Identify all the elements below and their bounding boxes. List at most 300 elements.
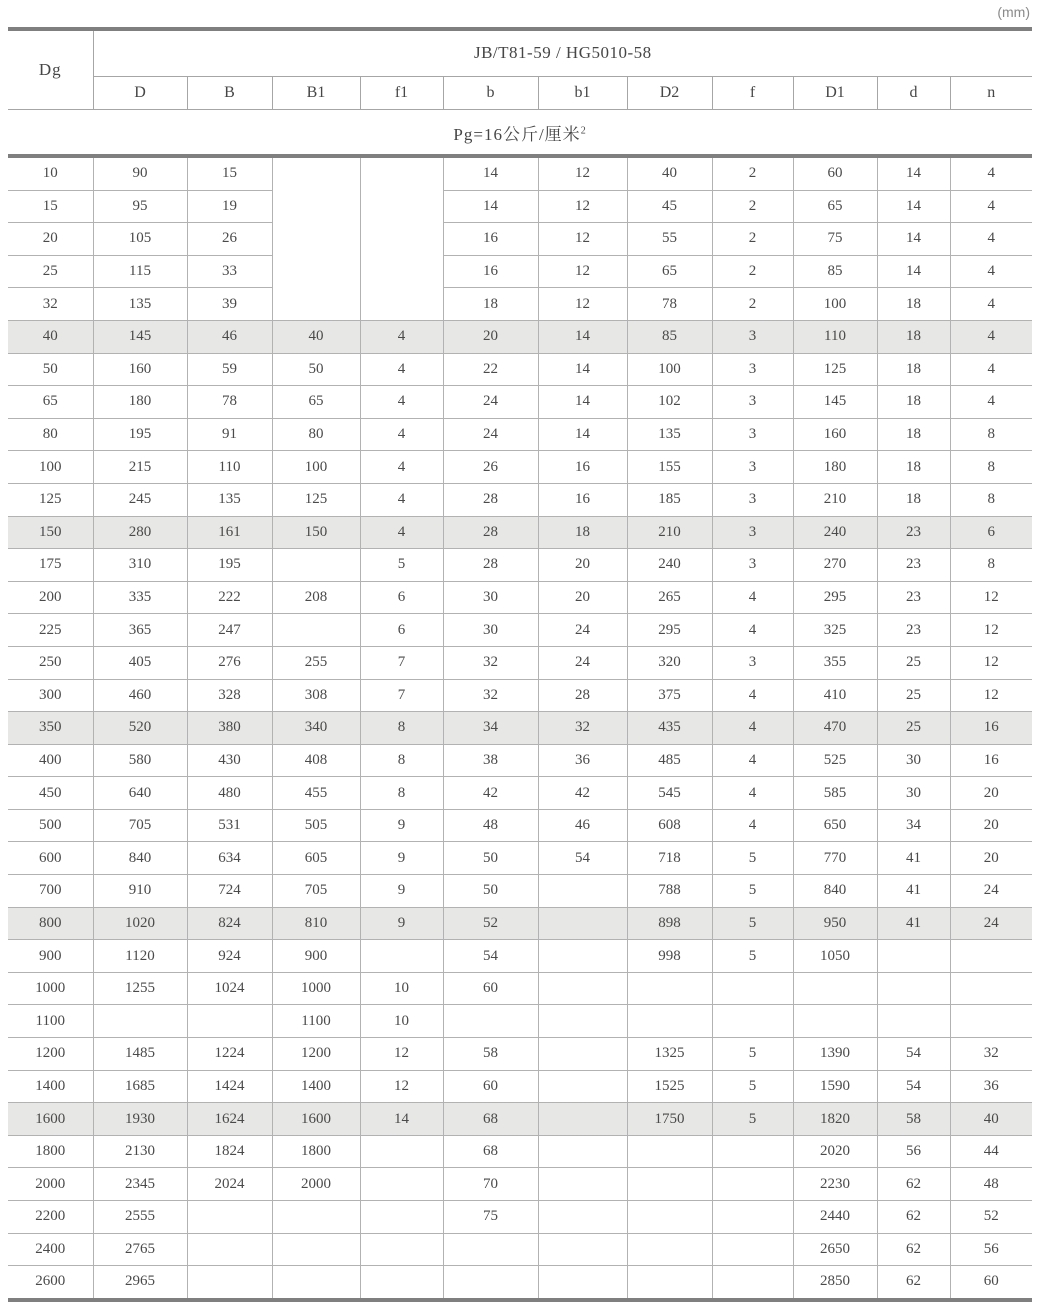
cell-d2: 265 (627, 581, 712, 614)
cell-b: 50 (443, 842, 538, 875)
cell-n: 4 (950, 386, 1032, 419)
cell-b: 380 (187, 712, 272, 745)
cell-d: 840 (93, 842, 187, 875)
cell-f: 3 (712, 353, 793, 386)
cell-b1 (538, 1005, 627, 1038)
cell-b: 68 (443, 1135, 538, 1168)
cell-b1: 65 (272, 386, 360, 419)
cell-f (712, 1168, 793, 1201)
table-row (8, 940, 1032, 973)
cell-n: 4 (950, 190, 1032, 223)
cell-f1: 4 (360, 353, 443, 386)
cell-b: 59 (187, 353, 272, 386)
cell-b: 26 (187, 223, 272, 256)
table-row (8, 1201, 1032, 1234)
cell-n: 16 (950, 744, 1032, 777)
cell-d1 (793, 972, 877, 1005)
cell-d: 58 (877, 1103, 950, 1136)
cell-d: 1485 (93, 1038, 187, 1071)
cell-f1: 4 (360, 386, 443, 419)
cell-f1: 8 (360, 777, 443, 810)
cell-f (712, 1266, 793, 1300)
cell-d1: 100 (793, 288, 877, 321)
cell-d2 (627, 1201, 712, 1234)
cell-f1: 9 (360, 875, 443, 908)
cell-dg: 150 (8, 516, 93, 549)
cell-f1 (360, 1135, 443, 1168)
cell-d1: 210 (793, 483, 877, 516)
cell-b1 (538, 940, 627, 973)
cell-b1 (538, 1168, 627, 1201)
cell-n: 52 (950, 1201, 1032, 1234)
cell-f: 3 (712, 646, 793, 679)
column-header-b: B (187, 76, 272, 109)
pressure-class-text: Pg=16公斤/厘米 (453, 124, 581, 144)
cell-b1: 1400 (272, 1070, 360, 1103)
column-header-f: f (712, 76, 793, 109)
cell-d2: 320 (627, 646, 712, 679)
table-row (8, 875, 1032, 908)
cell-d1: 295 (793, 581, 877, 614)
cell-d: 460 (93, 679, 187, 712)
cell-d: 160 (93, 353, 187, 386)
cell-f1: 8 (360, 744, 443, 777)
cell-b: 19 (187, 190, 272, 223)
cell-b1: 14 (538, 418, 627, 451)
cell-d1: 1390 (793, 1038, 877, 1071)
cell-d: 25 (877, 712, 950, 745)
cell-d1: 2650 (793, 1233, 877, 1266)
cell-d: 105 (93, 223, 187, 256)
cell-d: 54 (877, 1038, 950, 1071)
cell-d: 2345 (93, 1168, 187, 1201)
cell-d: 14 (877, 190, 950, 223)
cell-b1: 12 (538, 255, 627, 288)
cell-n: 8 (950, 483, 1032, 516)
cell-d: 2555 (93, 1201, 187, 1234)
cell-n: 6 (950, 516, 1032, 549)
cell-b1: 24 (538, 646, 627, 679)
table-row (8, 1005, 1032, 1038)
cell-f: 3 (712, 549, 793, 582)
cell-n: 8 (950, 418, 1032, 451)
cell-d1: 770 (793, 842, 877, 875)
cell-b: 28 (443, 483, 538, 516)
cell-b (443, 1233, 538, 1266)
cell-d1: 1820 (793, 1103, 877, 1136)
table-row (8, 614, 1032, 647)
table-row (8, 156, 1032, 190)
cell-d: 41 (877, 842, 950, 875)
cell-b: 50 (443, 875, 538, 908)
cell-d1: 145 (793, 386, 877, 419)
cell-b: 32 (443, 679, 538, 712)
cell-dg: 65 (8, 386, 93, 419)
cell-f: 4 (712, 809, 793, 842)
cell-b1 (538, 907, 627, 940)
cell-d2: 65 (627, 255, 712, 288)
cell-d (877, 972, 950, 1005)
cell-d: 56 (877, 1135, 950, 1168)
cell-f: 5 (712, 907, 793, 940)
cell-b1: 54 (538, 842, 627, 875)
cell-b: 42 (443, 777, 538, 810)
cell-b1: 16 (538, 451, 627, 484)
cell-b1: 1200 (272, 1038, 360, 1071)
cell-dg: 2400 (8, 1233, 93, 1266)
cell-d2: 545 (627, 777, 712, 810)
cell-dg: 450 (8, 777, 93, 810)
cell-f: 4 (712, 614, 793, 647)
cell-dg: 2600 (35, 1273, 66, 1290)
cell-d: 1930 (93, 1103, 187, 1136)
table-row (8, 190, 1032, 223)
cell-f1 (360, 1233, 443, 1266)
cell-d2: 55 (627, 223, 712, 256)
cell-b1: 1000 (272, 972, 360, 1005)
cell-b1: 16 (538, 483, 627, 516)
cell-f (712, 1201, 793, 1234)
cell-d2 (627, 1005, 712, 1038)
table-body (8, 156, 1032, 1300)
cell-f1: 4 (360, 451, 443, 484)
cell-d: 14 (877, 223, 950, 256)
cell-b: 531 (187, 809, 272, 842)
column-header-f1: f1 (360, 76, 443, 109)
cell-dg: 1200 (8, 1038, 93, 1071)
cell-b1: 125 (272, 483, 360, 516)
table-row (8, 809, 1032, 842)
cell-b (187, 1005, 272, 1038)
cell-b: 91 (187, 418, 272, 451)
cell-b1: 208 (272, 581, 360, 614)
cell-f (712, 1005, 793, 1038)
cell-b1 (538, 1233, 627, 1266)
cell-b: 28 (443, 549, 538, 582)
cell-dg: 32 (8, 288, 93, 321)
cell-d1: 65 (793, 190, 877, 223)
cell-f1: 6 (360, 614, 443, 647)
cell-b: 824 (187, 907, 272, 940)
cell-d: 2965 (93, 1266, 187, 1300)
cell-b1 (272, 549, 360, 582)
cell-f: 4 (712, 679, 793, 712)
cell-b1 (272, 1233, 360, 1266)
cell-b: 30 (443, 614, 538, 647)
cell-dg: 300 (8, 679, 93, 712)
cell-d2 (627, 972, 712, 1005)
cell-b1: 20 (538, 581, 627, 614)
cell-b: 1224 (187, 1038, 272, 1071)
cell-b1: 12 (538, 190, 627, 223)
cell-b1: 1600 (272, 1103, 360, 1136)
cell-dg: 225 (8, 614, 93, 647)
cell-b: 161 (187, 516, 272, 549)
cell-dg: 400 (8, 744, 93, 777)
cell-f1: 4 (360, 483, 443, 516)
cell-b1 (272, 1201, 360, 1234)
cell-b: 1424 (187, 1070, 272, 1103)
cell-b: 60 (443, 1070, 538, 1103)
cell-n: 8 (950, 451, 1032, 484)
cell-d2: 45 (627, 190, 712, 223)
cell-d: 245 (93, 483, 187, 516)
cell-n: 20 (950, 777, 1032, 810)
cell-d1: 110 (793, 320, 877, 353)
cell-dg: 900 (8, 940, 93, 973)
table-row (8, 842, 1032, 875)
cell-d: 115 (93, 255, 187, 288)
cell-b: 68 (443, 1103, 538, 1136)
cell-b: 634 (187, 842, 272, 875)
cell-n: 40 (950, 1103, 1032, 1136)
cell-d2: 608 (627, 809, 712, 842)
cell-b1: 900 (272, 940, 360, 973)
table-row (8, 972, 1032, 1005)
cell-d1: 125 (793, 353, 877, 386)
cell-b1 (538, 875, 627, 908)
cell-n (950, 1005, 1032, 1038)
cell-d1: 2440 (793, 1201, 877, 1234)
cell-n: 16 (950, 712, 1032, 745)
cell-d1: 240 (793, 516, 877, 549)
cell-d: 62 (877, 1233, 950, 1266)
cell-d1: 180 (793, 451, 877, 484)
cell-f1: 9 (360, 907, 443, 940)
cell-n: 44 (950, 1135, 1032, 1168)
cell-f (712, 1135, 793, 1168)
cell-dg: 50 (8, 353, 93, 386)
column-header-d: D (93, 76, 187, 109)
cell-d: 18 (877, 320, 950, 353)
cell-f1 (360, 1168, 443, 1201)
cell-b: 1824 (187, 1135, 272, 1168)
cell-d1: 355 (793, 646, 877, 679)
cell-b1: 20 (538, 549, 627, 582)
cell-d2: 102 (627, 386, 712, 419)
cell-b: 24 (443, 386, 538, 419)
cell-d: 30 (877, 744, 950, 777)
cell-b: 20 (443, 320, 538, 353)
cell-n: 4 (950, 156, 1032, 190)
cell-b1: 100 (272, 451, 360, 484)
table-row (8, 451, 1032, 484)
cell-d: 18 (877, 483, 950, 516)
cell-b: 328 (187, 679, 272, 712)
cell-d: 2765 (93, 1233, 187, 1266)
cell-b: 46 (187, 320, 272, 353)
cell-n: 4 (950, 255, 1032, 288)
cell-f: 2 (712, 223, 793, 256)
cell-n: 20 (950, 842, 1032, 875)
cell-d: 41 (877, 907, 950, 940)
pressure-class-superscript: 2 (580, 124, 587, 136)
cell-b: 54 (443, 940, 538, 973)
cell-d: 580 (93, 744, 187, 777)
cell-f: 3 (712, 516, 793, 549)
cell-b: 60 (443, 972, 538, 1005)
standard-header: JB/T81-59 / HG5010-58 (93, 29, 1032, 76)
cell-b1: 150 (272, 516, 360, 549)
cell-b1: 42 (538, 777, 627, 810)
cell-b: 70 (443, 1168, 538, 1201)
cell-f1 (360, 1201, 443, 1234)
cell-f1: 8 (360, 712, 443, 745)
cell-b: 1624 (187, 1103, 272, 1136)
cell-d: 640 (93, 777, 187, 810)
cell-b1 (538, 1135, 627, 1168)
cell-b1 (538, 1103, 627, 1136)
cell-n: 60 (950, 1266, 1032, 1300)
cell-d: 14 (877, 255, 950, 288)
cell-dg: 1800 (8, 1135, 93, 1168)
cell-d: 30 (877, 777, 950, 810)
cell-f1: 7 (360, 679, 443, 712)
cell-b1 (538, 1266, 627, 1300)
cell-b: 30 (443, 581, 538, 614)
cell-d: 365 (93, 614, 187, 647)
cell-dg: 20 (8, 223, 93, 256)
cell-dg: 1600 (8, 1103, 93, 1136)
table-row (8, 549, 1032, 582)
cell-d1: 950 (793, 907, 877, 940)
cell-d: 180 (93, 386, 187, 419)
cell-b: 14 (443, 190, 538, 223)
cell-d2 (627, 1233, 712, 1266)
cell-d: 62 (877, 1266, 950, 1300)
cell-f1: 12 (360, 1038, 443, 1071)
column-header-row (8, 76, 1032, 109)
cell-f1: 5 (360, 549, 443, 582)
cell-d: 23 (877, 516, 950, 549)
cell-b1: 408 (272, 744, 360, 777)
cell-b: 480 (187, 777, 272, 810)
cell-n: 4 (950, 320, 1032, 353)
cell-d: 1255 (93, 972, 187, 1005)
cell-b1: 255 (272, 646, 360, 679)
cell-f: 2 (712, 190, 793, 223)
cell-dg: 700 (8, 875, 93, 908)
cell-b1: 14 (538, 320, 627, 353)
cell-f1: 7 (360, 646, 443, 679)
cell-f1: 10 (360, 972, 443, 1005)
cell-f1: 6 (360, 581, 443, 614)
cell-d2 (627, 1135, 712, 1168)
table-row (8, 1233, 1032, 1266)
cell-n: 20 (950, 809, 1032, 842)
cell-f: 5 (712, 940, 793, 973)
cell-d2: 1325 (627, 1038, 712, 1071)
cell-dg: 2200 (8, 1201, 93, 1234)
table-row (8, 744, 1032, 777)
flange-dimension-table (8, 27, 1032, 1302)
cell-dg: 800 (8, 907, 93, 940)
cell-d2: 135 (627, 418, 712, 451)
cell-b: 16 (443, 255, 538, 288)
table-row (8, 320, 1032, 353)
cell-d1: 1590 (793, 1070, 877, 1103)
cell-b1: 2000 (272, 1168, 360, 1201)
cell-b: 28 (443, 516, 538, 549)
cell-f: 5 (712, 1070, 793, 1103)
cell-f: 4 (712, 777, 793, 810)
cell-b: 22 (443, 353, 538, 386)
cell-f: 3 (712, 418, 793, 451)
cell-dg: 2000 (8, 1168, 93, 1201)
cell-d2: 210 (627, 516, 712, 549)
cell-d2: 40 (627, 156, 712, 190)
cell-d: 1020 (93, 907, 187, 940)
table-row (8, 1038, 1032, 1071)
cell-f1: 9 (360, 809, 443, 842)
cell-n (950, 940, 1032, 973)
cell-b: 1024 (187, 972, 272, 1005)
cell-d1: 85 (793, 255, 877, 288)
cell-dg: 80 (8, 418, 93, 451)
column-header-d2: D2 (627, 76, 712, 109)
cell-dg: 250 (8, 646, 93, 679)
cell-d (877, 940, 950, 973)
cell-d2: 435 (627, 712, 712, 745)
cell-f: 4 (712, 712, 793, 745)
cell-b: 18 (443, 288, 538, 321)
cell-d2: 998 (627, 940, 712, 973)
cell-dg: 350 (8, 712, 93, 745)
cell-dg: 500 (8, 809, 93, 842)
cell-b: 52 (443, 907, 538, 940)
cell-b: 32 (443, 646, 538, 679)
table-row (8, 646, 1032, 679)
column-header-dg: Dg (8, 29, 93, 110)
table-row (8, 418, 1032, 451)
cell-dg: 600 (8, 842, 93, 875)
cell-n: 36 (950, 1070, 1032, 1103)
cell-n: 12 (950, 614, 1032, 647)
cell-b1: 455 (272, 777, 360, 810)
column-header-b: b (443, 76, 538, 109)
cell-d2: 78 (627, 288, 712, 321)
cell-b (187, 1233, 272, 1266)
cell-d1: 2850 (793, 1266, 877, 1300)
cell-d1: 585 (793, 777, 877, 810)
cell-f: 5 (712, 842, 793, 875)
cell-d1: 2230 (793, 1168, 877, 1201)
cell-f1 (360, 1266, 443, 1300)
cell-d2: 1750 (627, 1103, 712, 1136)
cell-dg: 200 (8, 581, 93, 614)
cell-d1: 840 (793, 875, 877, 908)
cell-d2: 485 (627, 744, 712, 777)
cell-f: 5 (712, 1103, 793, 1136)
cell-d1: 270 (793, 549, 877, 582)
cell-d: 18 (877, 451, 950, 484)
table-row (8, 1070, 1032, 1103)
cell-d1: 2020 (793, 1135, 877, 1168)
cell-f: 3 (712, 320, 793, 353)
cell-b: 2024 (187, 1168, 272, 1201)
cell-b1 (538, 1201, 627, 1234)
cell-d: 23 (877, 549, 950, 582)
cell-d: 95 (93, 190, 187, 223)
cell-b: 48 (443, 809, 538, 842)
cell-b1: 12 (538, 156, 627, 190)
cell-n: 12 (950, 646, 1032, 679)
cell-n: 24 (950, 907, 1032, 940)
table-row (8, 581, 1032, 614)
cell-b: 16 (443, 223, 538, 256)
cell-d2: 898 (627, 907, 712, 940)
cell-d2: 295 (627, 614, 712, 647)
